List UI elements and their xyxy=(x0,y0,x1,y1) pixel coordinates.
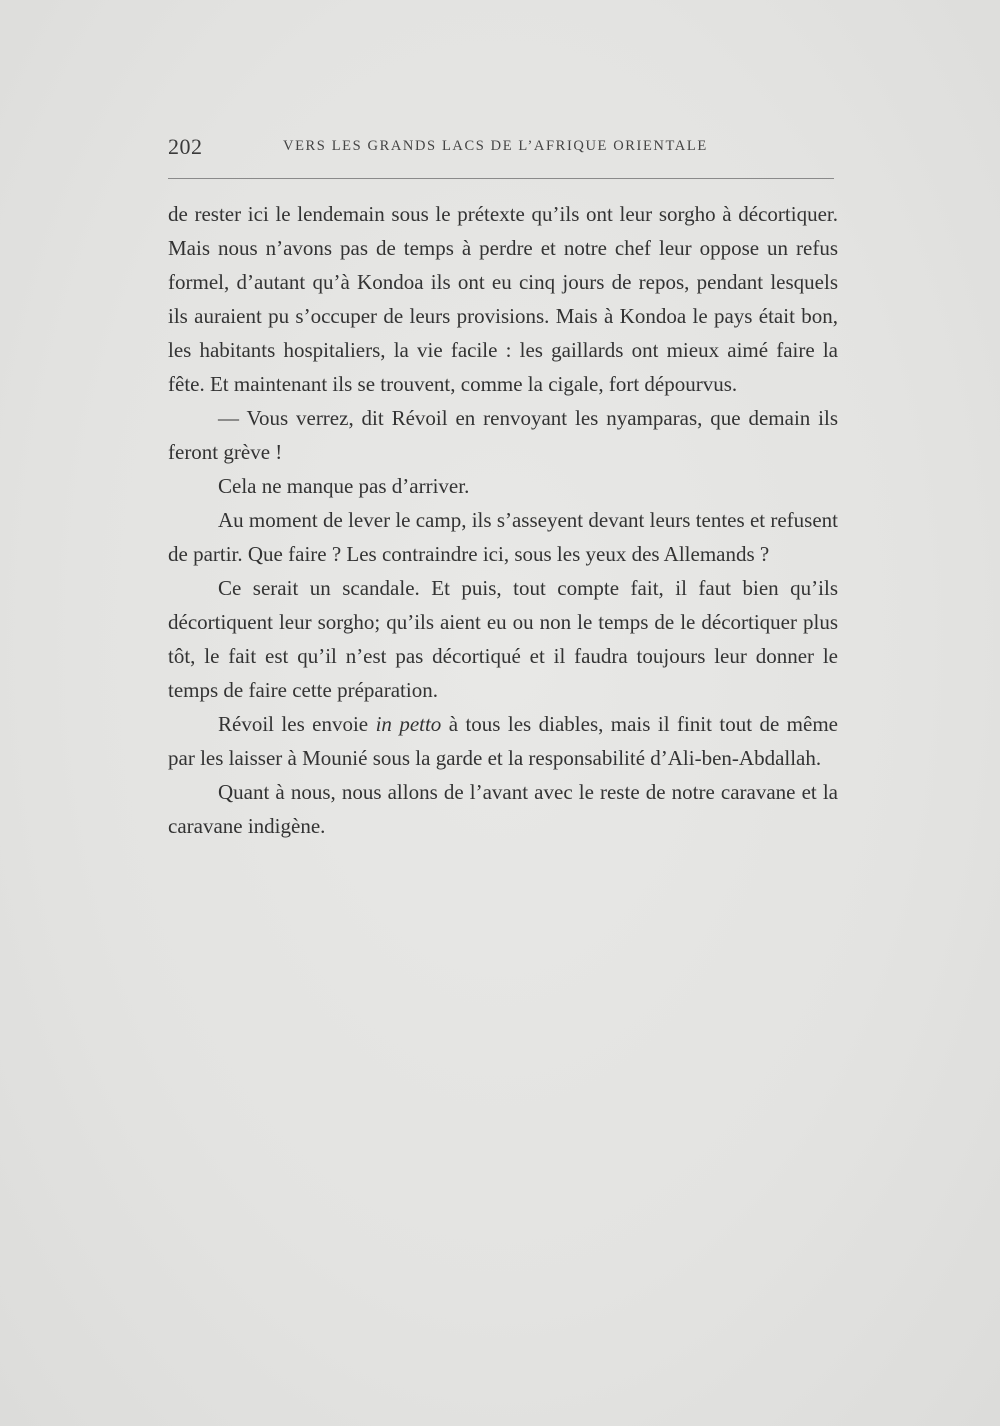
page-number: 202 xyxy=(168,134,203,159)
paragraph-6 xyxy=(168,707,838,775)
paragraph-7: Quant à nous, nous allons de l’avant avec le reste de notre caravane et la caravane indigène. xyxy=(168,780,838,838)
body-text xyxy=(168,197,838,843)
paragraph-1: de rester ici le lendemain sous le prétexte qu’ils ont leur sorgho à décortiquer. Mais nous n’avons pas de temps à perdre et notre chef leur oppose un refus formel, d’autant qu’à Kondoa ils ont eu cinq jours de repos, pendant lesquels ils auraient pu s’occuper de leurs provisions. Mais à Kondoa le pays était bon, les habitants hospitaliers, la vie facile : les gaillards ont mieux aimé faire la fête. Et maintenant ils se trouvent, comme la cigale, fort dépourvus. xyxy=(168,202,838,396)
paragraph-6-before: Révoil les envoie xyxy=(218,712,376,736)
paragraph-3: Cela ne manque pas d’arriver. xyxy=(218,474,470,498)
paragraph-6-italic: in petto xyxy=(375,712,442,736)
paragraph-5: Ce serait un scandale. Et puis, tout compte fait, il faut bien qu’ils décortiquent leur sorgho; qu’ils aient eu ou non le temps de le décortiquer plus tôt, le fait est qu’il n’est pas décortiqué et il faudra toujours leur donner le temps de faire cette préparation. xyxy=(168,576,838,702)
page-header xyxy=(168,134,838,160)
paragraph-2: — Vous verrez, dit Révoil en renvoyant les nyamparas, que demain ils feront grève ! xyxy=(168,406,838,464)
header-rule xyxy=(168,178,834,179)
paragraph-6-after: à tous les diables, mais il finit tout de même par les laisser à Mounié sous la garde et la responsabilité d’Ali-ben-Abdallah. xyxy=(168,712,838,770)
running-head: VERS LES GRANDS LACS DE L’AFRIQUE ORIENTALE xyxy=(283,138,708,154)
paragraph-4: Au moment de lever le camp, ils s’asseyent devant leurs tentes et refusent de partir. Que faire ? Les contraindre ici, sous les yeux des Allemands ? xyxy=(168,508,838,566)
